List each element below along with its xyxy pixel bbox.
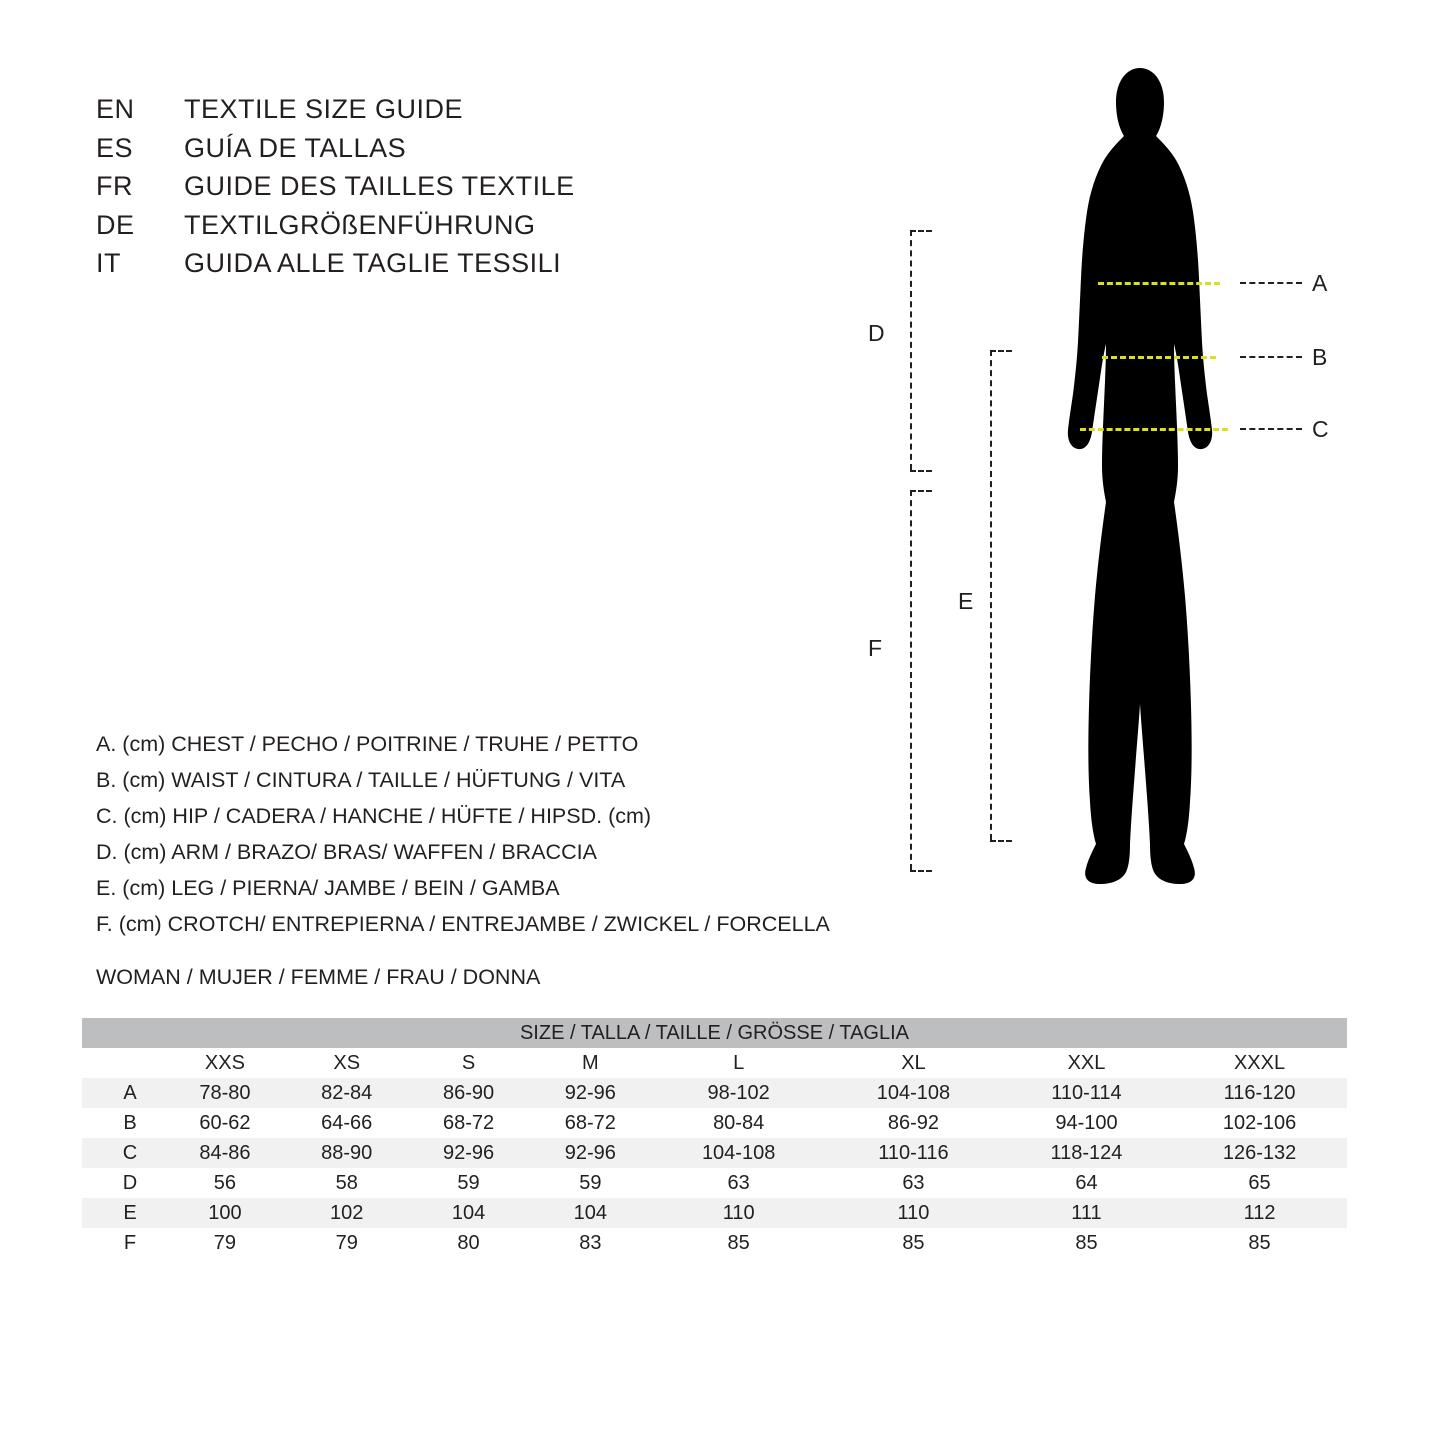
cell-b-xxl: 94-100 <box>1001 1108 1172 1138</box>
size-table <box>82 1018 1347 1258</box>
hip-band <box>1080 428 1228 431</box>
title-lang-de: DE <box>96 209 135 240</box>
title-lang-fr: FR <box>96 171 133 201</box>
cell-d-xxl: 64 <box>1001 1168 1172 1198</box>
size-header-xl: XL <box>826 1048 1001 1078</box>
callout-c-leader <box>1240 428 1302 430</box>
title-text-es: GUÍA DE TALLAS <box>184 132 407 163</box>
cell-e-m: 104 <box>529 1198 651 1228</box>
title-text-de: TEXTILGRÖßENFÜHRUNG <box>184 209 536 240</box>
bracket-label-f: F <box>868 635 883 661</box>
legend-item-e: E. (cm) LEG / PIERNA/ JAMBE / BEIN / GAMBA <box>96 876 560 900</box>
callout-label-c: C <box>1312 416 1329 442</box>
bracket-d-bottom-tick <box>910 470 932 472</box>
legend-item-f: F. (cm) CROTCH/ ENTREPIERNA / ENTREJAMBE / ZWICKEL / FORCELLA <box>96 912 830 936</box>
title-row <box>96 206 716 245</box>
cell-e-xs: 102 <box>286 1198 408 1228</box>
size-header-l: L <box>651 1048 826 1078</box>
cell-b-xs: 64-66 <box>286 1108 408 1138</box>
cell-b-s: 68-72 <box>408 1108 530 1138</box>
bracket-label-d: D <box>868 320 885 346</box>
cell-a-m: 92-96 <box>529 1078 651 1108</box>
callout-label-a: A <box>1312 270 1328 296</box>
title-lang-en: EN <box>96 94 135 124</box>
cell-d-s: 59 <box>408 1168 530 1198</box>
title-block <box>96 90 716 283</box>
cell-f-m: 83 <box>529 1228 651 1258</box>
callout-b-leader <box>1240 356 1302 358</box>
title-row <box>96 167 716 206</box>
cell-c-s: 92-96 <box>408 1138 530 1168</box>
title-text-it: GUIDA ALLE TAGLIE TESSILI <box>184 248 562 278</box>
legend-item-a: A. (cm) CHEST / PECHO / POITRINE / TRUHE / PETTO <box>96 732 639 756</box>
bracket-d-line <box>910 230 912 470</box>
cell-d-xl: 63 <box>826 1168 1001 1198</box>
row-label-b: B <box>82 1108 164 1138</box>
bracket-label-e: E <box>958 588 974 614</box>
table-size-header-row <box>82 1048 1347 1078</box>
cell-a-xl: 104-108 <box>826 1078 1001 1108</box>
cell-c-xxs: 84-86 <box>164 1138 286 1168</box>
row-label-f: F <box>82 1228 164 1258</box>
size-header-xs: XS <box>286 1048 408 1078</box>
cell-e-xxl: 111 <box>1001 1198 1172 1228</box>
cell-a-xxs: 78-80 <box>164 1078 286 1108</box>
table-header-bar <box>82 1018 1347 1048</box>
cell-c-xxl: 118-124 <box>1001 1138 1172 1168</box>
cell-c-xxxl: 126-132 <box>1172 1138 1347 1168</box>
woman-silhouette <box>1030 60 1250 890</box>
bracket-f-bottom-tick <box>910 870 932 872</box>
table-row <box>82 1168 1347 1198</box>
corner-cell <box>82 1048 164 1078</box>
cell-a-xs: 82-84 <box>286 1078 408 1108</box>
cell-d-xxxl: 65 <box>1172 1168 1347 1198</box>
cell-f-s: 80 <box>408 1228 530 1258</box>
size-header-xxxl: XXXL <box>1172 1048 1347 1078</box>
cell-e-xxxl: 112 <box>1172 1198 1347 1228</box>
size-header-m: M <box>529 1048 651 1078</box>
size-header-s: S <box>408 1048 530 1078</box>
row-label-e: E <box>82 1198 164 1228</box>
cell-d-l: 63 <box>651 1168 826 1198</box>
title-row <box>96 244 716 283</box>
cell-c-xl: 110-116 <box>826 1138 1001 1168</box>
cell-c-xs: 88-90 <box>286 1138 408 1168</box>
table-row <box>82 1138 1347 1168</box>
bracket-e-top-tick <box>990 350 1012 352</box>
row-label-a: A <box>82 1078 164 1108</box>
cell-f-xs: 79 <box>286 1228 408 1258</box>
cell-d-m: 59 <box>529 1168 651 1198</box>
cell-a-l: 98-102 <box>651 1078 826 1108</box>
cell-c-m: 92-96 <box>529 1138 651 1168</box>
bracket-f-top-tick <box>910 490 932 492</box>
bracket-e-line <box>990 350 992 840</box>
title-lang-es: ES <box>96 132 134 163</box>
row-label-c: C <box>82 1138 164 1168</box>
bracket-d-top-tick <box>910 230 932 232</box>
title-row <box>96 90 716 129</box>
bracket-f-line <box>910 490 912 870</box>
gender-label: WOMAN / MUJER / FEMME / FRAU / DONNA <box>96 965 541 989</box>
chest-band <box>1098 282 1220 285</box>
cell-f-l: 85 <box>651 1228 826 1258</box>
legend-item-b: B. (cm) WAIST / CINTURA / TAILLE / HÜFTUNG / VITA <box>96 768 626 792</box>
table-row <box>82 1228 1347 1258</box>
cell-b-xxs: 60-62 <box>164 1108 286 1138</box>
cell-c-l: 104-108 <box>651 1138 826 1168</box>
cell-b-l: 80-84 <box>651 1108 826 1138</box>
cell-d-xxs: 56 <box>164 1168 286 1198</box>
callout-a-leader <box>1240 282 1302 284</box>
legend-item-c: C. (cm) HIP / CADERA / HANCHE / HÜFTE / HIPSD. (cm) <box>96 804 652 828</box>
cell-a-s: 86-90 <box>408 1078 530 1108</box>
title-lang-it: IT <box>96 248 121 278</box>
bracket-e-bottom-tick <box>990 840 1012 842</box>
measurement-figure <box>830 60 1390 890</box>
cell-e-xxs: 100 <box>164 1198 286 1228</box>
cell-b-m: 68-72 <box>529 1108 651 1138</box>
cell-e-xl: 110 <box>826 1198 1001 1228</box>
size-header-xxs: XXS <box>164 1048 286 1078</box>
cell-b-xxxl: 102-106 <box>1172 1108 1347 1138</box>
cell-f-xl: 85 <box>826 1228 1001 1258</box>
legend-item-d: D. (cm) ARM / BRAZO/ BRAS/ WAFFEN / BRACCIA <box>96 840 597 864</box>
legend-block <box>96 726 896 942</box>
title-text-en: TEXTILE SIZE GUIDE <box>184 94 464 124</box>
row-label-d: D <box>82 1168 164 1198</box>
cell-b-xl: 86-92 <box>826 1108 1001 1138</box>
cell-a-xxxl: 116-120 <box>1172 1078 1347 1108</box>
cell-e-l: 110 <box>651 1198 826 1228</box>
cell-e-s: 104 <box>408 1198 530 1228</box>
table-header-bar-label: SIZE / TALLA / TAILLE / GRÖSSE / TAGLIA <box>82 1018 1347 1048</box>
cell-d-xs: 58 <box>286 1168 408 1198</box>
title-row <box>96 129 716 168</box>
size-header-xxl: XXL <box>1001 1048 1172 1078</box>
cell-f-xxs: 79 <box>164 1228 286 1258</box>
table-row <box>82 1198 1347 1228</box>
cell-f-xxxl: 85 <box>1172 1228 1347 1258</box>
table-row <box>82 1078 1347 1108</box>
waist-band <box>1102 356 1216 359</box>
table-row <box>82 1108 1347 1138</box>
callout-label-b: B <box>1312 344 1328 370</box>
cell-a-xxl: 110-114 <box>1001 1078 1172 1108</box>
title-text-fr: GUIDE DES TAILLES TEXTILE <box>184 171 575 201</box>
cell-f-xxl: 85 <box>1001 1228 1172 1258</box>
